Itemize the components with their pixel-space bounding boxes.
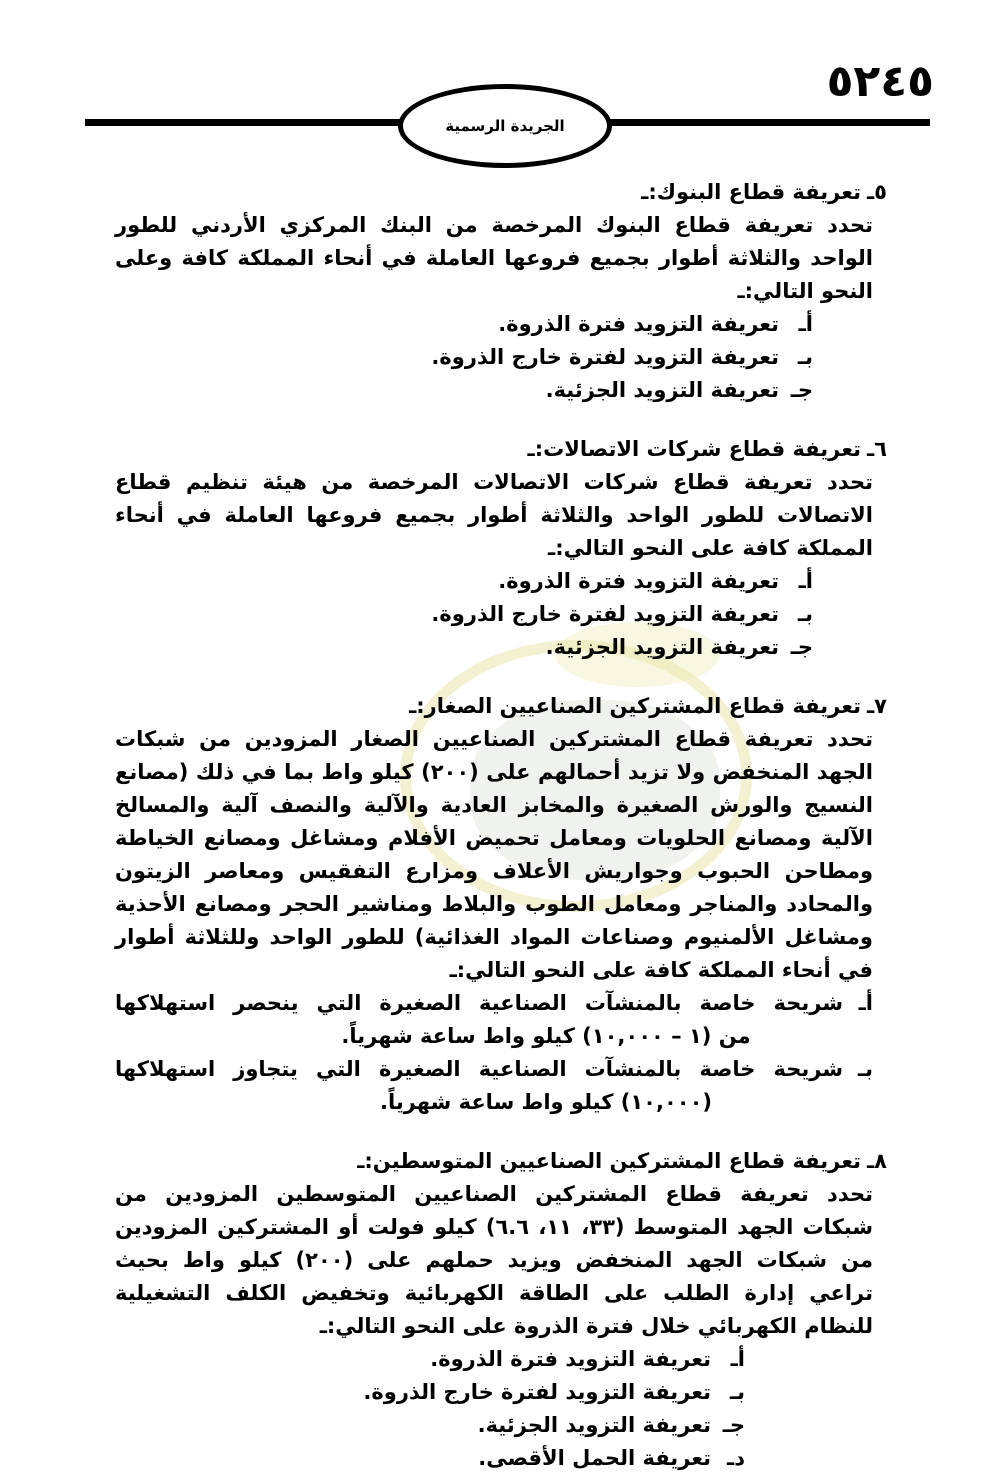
item-list [115, 565, 887, 664]
item-text: تعريفة التزويد لفترة خارج الذروة. [431, 345, 779, 369]
item-marker: أـ [798, 569, 813, 593]
section-title: تعريفة قطاع شركات الاتصالات:ـ [527, 437, 861, 461]
section-6 [115, 433, 887, 664]
item-text: تعريفة التزويد فترة الذروة. [498, 569, 779, 593]
list-item [115, 598, 887, 631]
page-number: ٥٢٤٥ [826, 56, 934, 107]
list-item [115, 631, 887, 664]
item-text: تعريفة التزويد لفترة خارج الذروة. [431, 602, 779, 626]
list-item [115, 1442, 887, 1475]
section-number: ٨ـ [866, 1149, 887, 1173]
section-heading [115, 690, 887, 723]
section-number: ٧ـ [866, 694, 887, 718]
item-continuation: (١٠,٠٠٠) كيلو واط ساعة شهرياً. [379, 1090, 713, 1114]
item-text: تعريفة التزويد الجزئية. [545, 378, 779, 402]
section-title: تعريفة قطاع البنوك:ـ [641, 180, 861, 204]
section-number: ٥ـ [866, 180, 887, 204]
item-text: تعريفة التزويد فترة الذروة. [498, 312, 779, 336]
item-list [115, 308, 887, 407]
gazette-title: الجريدة الرسمية [445, 117, 565, 135]
list-item [115, 1053, 887, 1119]
item-continuation: من (١ – ١٠,٠٠٠) كيلو واط ساعة شهرياً. [341, 1024, 751, 1048]
item-text: شريحة خاصة بالمنشآت الصناعية الصغيرة التي يتجاوز استهلاكها [115, 1057, 843, 1081]
section-number: ٦ـ [866, 437, 887, 461]
item-marker: أـ [730, 1347, 745, 1371]
section-paragraph: تحدد تعريفة قطاع المشتركين الصناعيين المتوسطين المزودين من شبكات الجهد المتوسط (٣٣، ١١، ٦.٦) كيلو فولت أو المشتركين المزودين من شبكات الجهد المنخفض ويزيد حملهم على (٢٠٠) كيلو واط بحيث تراعي إدارة الطلب على الطاقة الكهربائية وتخفيض الكلف التشغيلية للنظام الكهربائي خلال فترة الذروة على النحو التالي:ـ [115, 1182, 873, 1338]
gazette-seal [398, 84, 612, 168]
list-item [115, 374, 887, 407]
document-body [115, 176, 887, 1475]
list-item [115, 565, 887, 598]
list-item [115, 1376, 887, 1409]
list-item [115, 1409, 887, 1442]
item-text: تعريفة التزويد الجزئية. [477, 1413, 711, 1437]
item-line [115, 987, 887, 1020]
item-marker: أـ [798, 312, 813, 336]
item-text: تعريفة التزويد الجزئية. [545, 635, 779, 659]
section-title: تعريفة قطاع المشتركين الصناعيين الصغار:ـ [409, 694, 861, 718]
list-item [115, 987, 887, 1053]
item-list [115, 1343, 887, 1475]
item-marker: بـ [797, 602, 813, 626]
item-marker: جـ [790, 635, 813, 659]
section-8 [115, 1145, 887, 1475]
item-text: تعريفة الحمل الأقصى. [478, 1446, 711, 1470]
item-marker: دـ [727, 1446, 745, 1470]
item-line [115, 1053, 887, 1086]
item-marker: جـ [790, 378, 813, 402]
section-paragraph: تحدد تعريفة قطاع شركات الاتصالات المرخصة من هيئة تنظيم قطاع الاتصالات للطور الواحد والثلاثة أطوار بجميع فروعها العاملة في أنحاء المملكة كافة على النحو التالي:ـ [115, 470, 873, 560]
section-7 [115, 690, 887, 1119]
section-title: تعريفة قطاع المشتركين الصناعيين المتوسطين:ـ [357, 1149, 861, 1173]
item-text: تعريفة التزويد فترة الذروة. [430, 1347, 711, 1371]
list-item [115, 341, 887, 374]
item-marker: بـ [729, 1380, 745, 1404]
item-text: شريحة خاصة بالمنشآت الصناعية الصغيرة التي ينحصر استهلاكها [115, 991, 843, 1015]
item-marker: أـ [858, 991, 873, 1015]
item-text: تعريفة التزويد لفترة خارج الذروة. [363, 1380, 711, 1404]
section-paragraph: تحدد تعريفة قطاع المشتركين الصناعيين الصغار المزودين من شبكات الجهد المنخفض ولا تزيد أحمالهم على (٢٠٠) كيلو واط بما في ذلك (مصانع النسيج والورش الصغيرة والمخابز العادية والآلية والنصف آلية والمسالخ الآلية ومصانع الحلويات ومعامل تحميض الأفلام ومشاغل ومصانع الخياطة ومطاحن الحبوب وجواريش الأعلاف ومزارع التفقيس ومعاصر الزيتون والمحادد والمناجر ومعامل الطوب والبلاط ومناشير الحجر ومصانع الأحذية ومشاغل الألمنيوم وصناعات المواد الغذائية) للطور الواحد وللثلاثة أطوار في أنحاء المملكة كافة على النحو التالي:ـ [115, 727, 873, 982]
item-marker: بـ [797, 345, 813, 369]
item-list [115, 987, 887, 1119]
section-heading [115, 1145, 887, 1178]
section-heading [115, 433, 887, 466]
list-item [115, 308, 887, 341]
section-heading [115, 176, 887, 209]
section-5 [115, 176, 887, 407]
section-paragraph: تحدد تعريفة قطاع البنوك المرخصة من البنك المركزي الأردني للطور الواحد والثلاثة أطوار بجميع فروعها العاملة في أنحاء المملكة كافة وعلى النحو التالي:ـ [115, 213, 873, 303]
item-marker: بـ [857, 1057, 873, 1081]
item-marker: جـ [722, 1413, 745, 1437]
list-item [115, 1343, 887, 1376]
